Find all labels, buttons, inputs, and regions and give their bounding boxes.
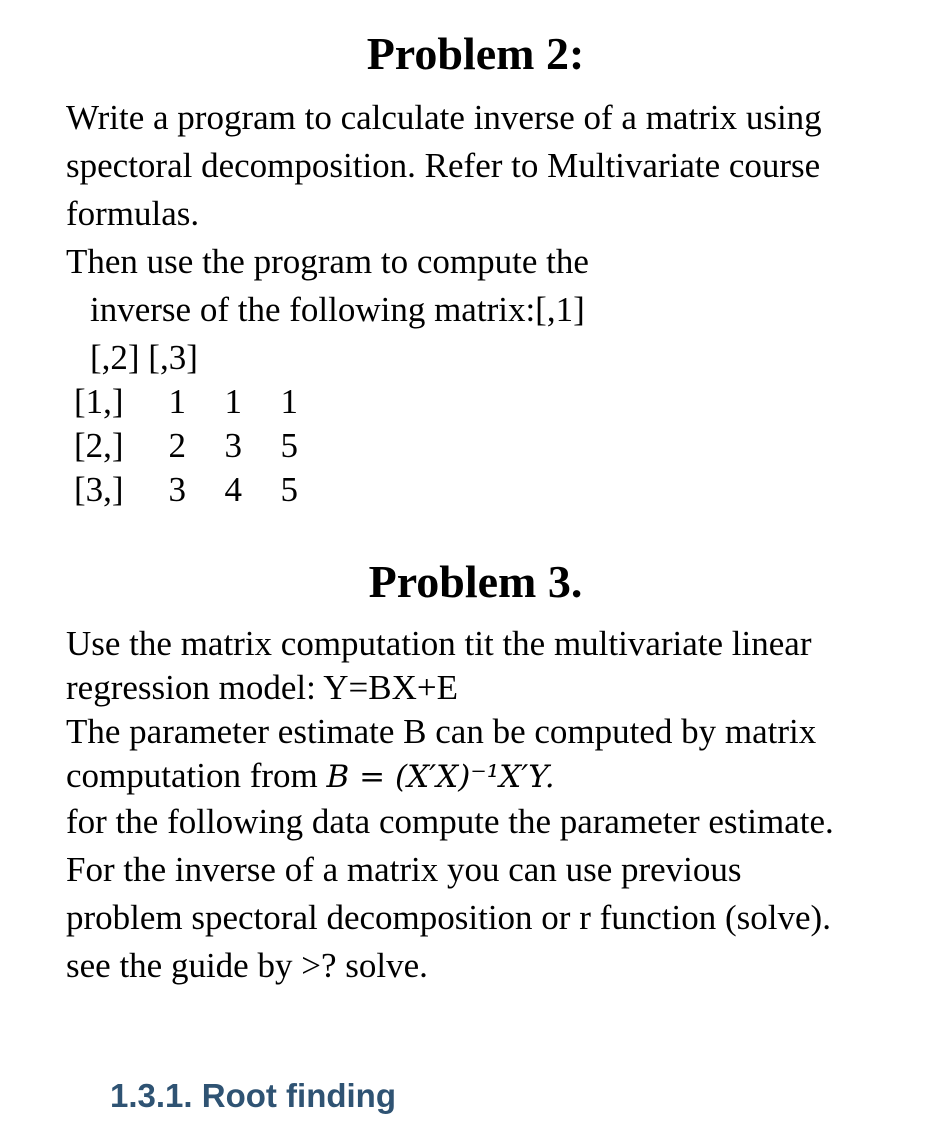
problem-2-description (66, 94, 906, 238)
problem-3-description (66, 622, 906, 799)
matrix-cell: 5 (280, 470, 298, 509)
regression-formula: B = (X′X)⁻¹X′Y. (326, 759, 555, 795)
matrix-row (74, 468, 298, 512)
matrix-cell: 2 (168, 426, 186, 465)
problem-3-title: Problem 3. (368, 556, 583, 607)
problem-2-line-1: Write a program to calculate inverse of a matrix using (66, 98, 822, 137)
matrix-cell: 5 (280, 426, 298, 465)
problem-3-line-2: regression model: Y=BX+E (66, 668, 459, 707)
problem-2-line-5: inverse of the following matrix:[,1] (90, 290, 585, 329)
matrix-cell: 1 (280, 382, 298, 421)
problem-2-line-2: spectoral decomposition. Refer to Multivariate course (66, 146, 821, 185)
problem-3-line-7: problem spectoral decomposition or r function (solve). (66, 898, 831, 937)
matrix-cell: 1 (168, 382, 186, 421)
problem-3-instruction (66, 798, 906, 990)
problem-3-line-3: The parameter estimate B can be computed by matrix (66, 712, 817, 751)
matrix-cell: 1 (224, 382, 242, 421)
problem-2-instruction (66, 238, 906, 382)
matrix-row-label: [2,] (74, 426, 124, 465)
problem-2-line-4: Then use the program to compute the (66, 242, 589, 281)
matrix-row (74, 380, 298, 424)
matrix-cell: 3 (224, 426, 242, 465)
problem-3-line-4-prefix: computation from (66, 756, 327, 795)
matrix-cell: 4 (224, 470, 242, 509)
section-heading-root-finding: 1.3.1. Root finding (110, 1077, 396, 1114)
problem-3-line-8: see the guide by >? solve. (66, 946, 428, 985)
problem-3-line-6: For the inverse of a matrix you can use previous (66, 850, 742, 889)
problem-2-line-6: [,2] [,3] (90, 338, 198, 377)
matrix-row-label: [3,] (74, 470, 124, 509)
matrix-table (74, 380, 298, 512)
problem-2-title: Problem 2: (366, 28, 585, 79)
matrix-row-label: [1,] (74, 382, 124, 421)
problem-3-line-1: Use the matrix computation tit the multivariate linear (66, 624, 812, 663)
problem-2-line-3: formulas. (66, 194, 200, 233)
problem-3-line-5: for the following data compute the parameter estimate. (66, 802, 834, 841)
matrix-cell: 3 (168, 470, 186, 509)
matrix-row (74, 424, 298, 468)
